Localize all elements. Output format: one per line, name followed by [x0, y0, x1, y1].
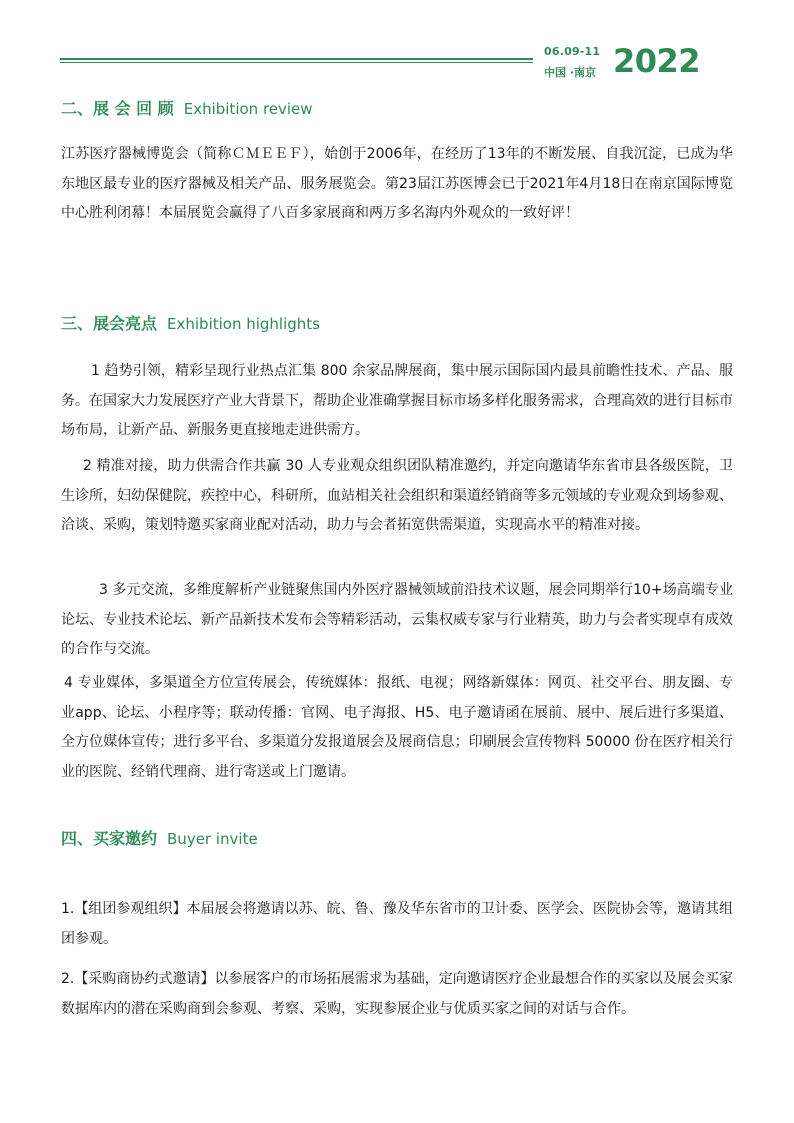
section-title-review	[61, 96, 313, 119]
header-rule	[60, 58, 533, 64]
section-title-cn: 二、展 会 回 顾	[61, 99, 174, 118]
header-location: 中国 ·南京	[544, 66, 597, 79]
header-dates: 06.09-11	[544, 45, 601, 58]
section-title-en: Exhibition review	[183, 100, 313, 118]
buyer-item-1: 1.【组团参观组织】本届展会将邀请以苏、皖、鲁、豫及华东省市的卫计委、医学会、医院协会等，邀请其组团参观。	[61, 901, 733, 947]
section-title-cn: 三、展会亮点	[61, 314, 158, 333]
highlight-item-4: 4 专业媒体，多渠道全方位宣传展会，传统媒体：报纸、电视；网络新媒体：网页、社交平台、朋友圈、专业app、论坛、小程序等；联动传播：官网、电子海报、H5、电子邀请函在展前、展中、展后进行多渠道、全方位媒体宣传；进行多平台、多渠道分发报道展会及展商信息；印刷展会宣传物料 50000 份在医疗相关行业的医院、经销代理商、进行寄送或上门邀请。	[61, 675, 733, 780]
section-title-highlights	[61, 311, 320, 334]
section-title-en: Exhibition highlights	[167, 315, 320, 333]
header-year: 2022	[613, 42, 701, 80]
section-title-en: Buyer invite	[167, 830, 258, 848]
buyer-item-2: 2.【采购商协约式邀请】以参展客户的市场拓展需求为基础，定向邀请医疗企业最想合作的买家以及展会买家数据库内的潜在采购商到会参观、考察、采购，实现参展企业与优质买家之间的对话与合作。	[61, 971, 733, 1017]
review-paragraph: 江苏医疗器械博览会（简称ＣＭＥＥＦ），始创于2006年，在经历了13年的不断发展、自我沉淀，已成为华东地区最专业的医疗器械及相关产品、服务展览会。第23届江苏医博会已于2021年4月18日在南京国际博览中心胜利闭幕！本届展览会赢得了八百多家展商和两万多名海内外观众的一致好评！	[61, 146, 733, 221]
highlight-item-3: 3 多元交流，多维度解析产业链聚焦国内外医疗器械领域前沿技术议题，展会同期举行10+场高端专业论坛、专业技术论坛、新产品新技术发布会等精彩活动，云集权威专家与行业精英，助力与会者实现卓有成效的合作与交流。	[61, 582, 733, 657]
section-title-cn: 四、买家邀约	[61, 829, 158, 848]
highlight-item-2: 2 精准对接，助力供需合作共赢 30 人专业观众组织团队精准邀约，并定向邀请华东省市县各级医院，卫生诊所，妇幼保健院，疾控中心，科研所，血站相关社会组织和渠道经销商等多元领域的专业观众到场参观、洽谈、采购，策划特邀买家商业配对活动，助力与会者拓宽供需渠道，实现高水平的精准对接。	[61, 458, 733, 533]
section-title-buyer	[61, 826, 258, 849]
highlight-item-1: 1 趋势引领，精彩呈现行业热点汇集 800 余家品牌展商，集中展示国际国内最具前瞻性技术、产品、服务。在国家大力发展医疗产业大背景下，帮助企业准确掌握目标市场多样化服务需求，合理高效的进行目标市场布局，让新产品、新服务更直接地走进供需方。	[61, 363, 733, 438]
